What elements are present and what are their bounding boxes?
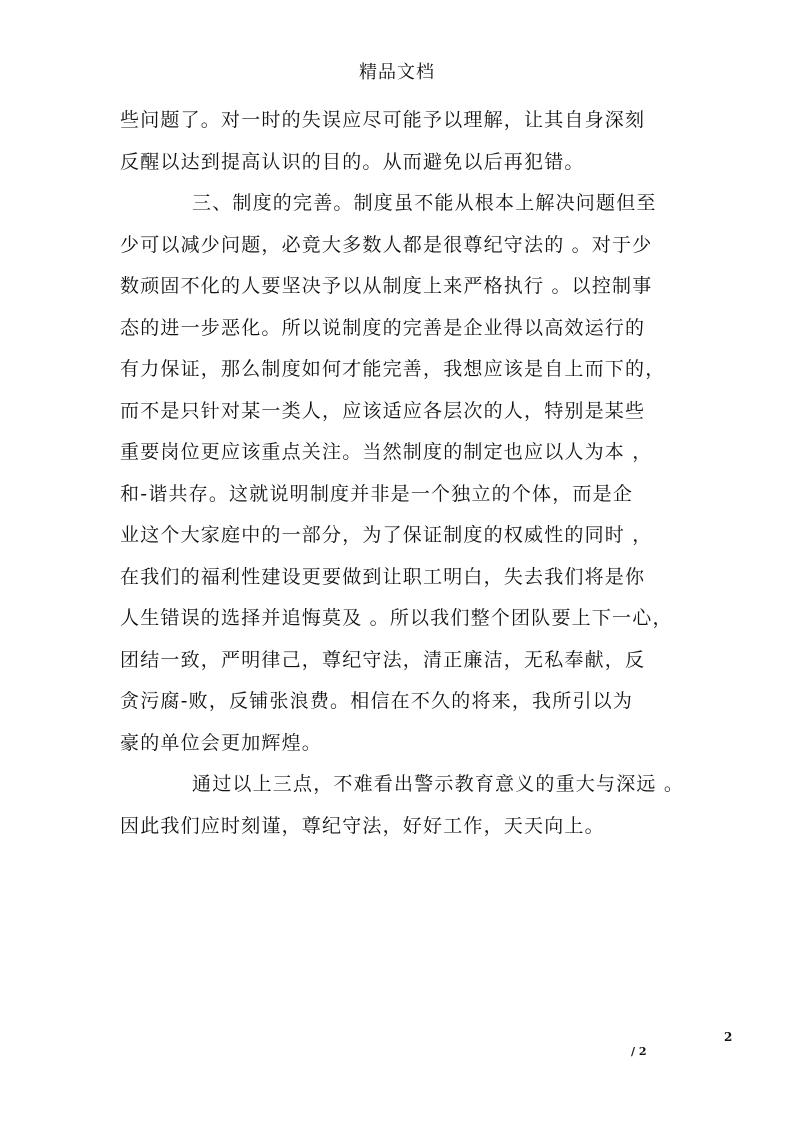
document-header-title: 精品文档	[359, 62, 435, 83]
text-line: 在我们的福利性建设更要做到让职工明白，失去我们将是你	[120, 565, 646, 588]
text-line: 通过以上三点，不难看出警示教育意义的重大与深远 。	[192, 773, 685, 795]
text-line: 少可以减少问题，必竟大多数人都是很尊纪守法的 。对于少	[120, 233, 653, 256]
text-line: 态的进一步恶化。所以说制度的完善是企业得以高效运行的	[120, 316, 646, 339]
page-number: 2	[724, 1030, 733, 1044]
text-line: 些问题了。对一时的失误应尽可能予以理解，让其自身深刻	[120, 109, 646, 131]
text-line: 团结一致，严明律己，尊纪守法，清正廉洁，无私奉献，反	[120, 648, 646, 671]
text-line: 业这个大家庭中的一部分，为了保证制度的权威性的同时 ，	[120, 524, 653, 546]
text-line: 因此我们应时刻谨，尊纪守法，好好工作，天天向上。	[120, 814, 605, 837]
text-line: 贪污腐-败，反铺张浪费。相信在不久的将来，我所引以为	[120, 690, 634, 712]
text-line: 人生错误的选择并追悔莫及 。所以我们整个团队要上下一心，	[120, 607, 673, 629]
text-line: 重要岗位更应该重点关注。当然制度的制定也应以人为本 ，	[120, 441, 653, 463]
text-line: 有力保证，那么制度如何才能完善，我想应该是自上而下的，	[120, 358, 666, 380]
text-line: 三、制度的完善。制度虽不能从根本上解决问题但至	[192, 192, 657, 214]
text-line: 数顽固不化的人要坚决予以从制度上来严格执行 。以控制事	[120, 275, 653, 297]
text-line: 豪的单位会更加辉煌。	[120, 731, 323, 754]
text-line: 反醒以达到提高认识的目的。从而避免以后再犯错。	[120, 150, 585, 173]
text-line: 而不是只针对某一类人，应该适应各层次的人，特别是某些	[120, 399, 646, 422]
page-total: / 2	[631, 1045, 647, 1058]
text-line: 和-谐共存。这就说明制度并非是一个独立的个体，而是企	[120, 482, 634, 505]
document-body	[120, 100, 690, 847]
